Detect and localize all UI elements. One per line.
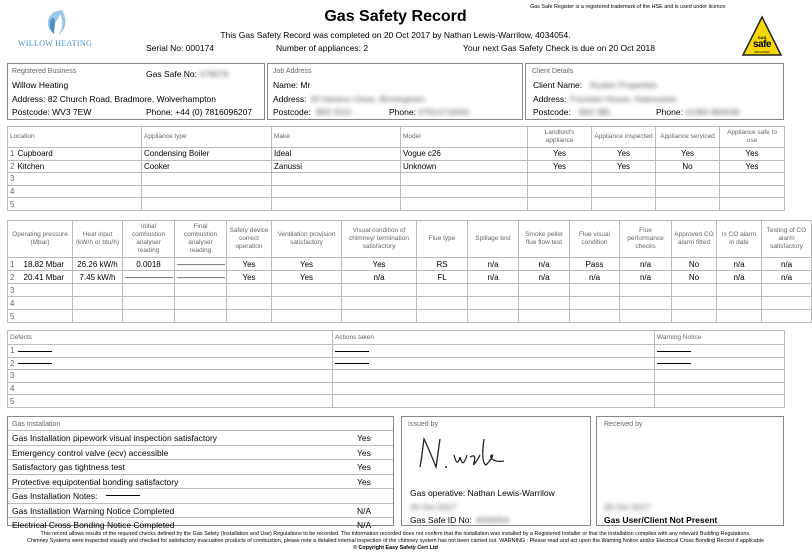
table-row [8, 395, 785, 408]
cell-appliance-type: Condensing Boiler [142, 148, 272, 161]
cell-ventilation: Yes [272, 271, 342, 284]
client-address-value: Fountain House, Halesowen [570, 94, 677, 104]
client-address-label: Address: [533, 94, 567, 104]
inspection-header-row [8, 221, 812, 258]
footer-line-2: Chimney Systems were inspected visually and checked for satisfactory evacuation products of combustion, please note a detailed internal inspection of the chimney system has not been carried out. WARNING : Please read and act upon the Warning Notice and/or Electrical Cross Bonding Record if applicable [26, 538, 764, 544]
cell-model: Unknown [401, 160, 528, 173]
table-row [8, 160, 785, 173]
empty-cell [717, 297, 762, 310]
job-address-box [267, 63, 523, 120]
notes-blank-line [106, 495, 140, 496]
cell-serviced: No [656, 160, 720, 173]
empty-cell [519, 284, 570, 297]
empty-cell [16, 297, 73, 310]
table-row [8, 284, 812, 297]
cell-co-testing: n/a [762, 271, 812, 284]
empty-cell [227, 284, 272, 297]
client-phone-value: 01384 884036 [685, 107, 740, 117]
cell-ventilation: Yes [272, 258, 342, 271]
list-item [8, 459, 393, 474]
action-cell [333, 382, 655, 395]
table-row [8, 297, 812, 310]
job-phone-label: Phone: [389, 107, 416, 117]
empty-cell [620, 284, 672, 297]
defects-header-row [8, 331, 785, 345]
cell-inspected: Yes [592, 148, 656, 161]
col-actions-taken: Actions taken [333, 331, 655, 345]
cell-final-combustion: —————— [175, 271, 227, 284]
cell-appliance-type [142, 173, 272, 186]
signature-icon [414, 433, 534, 473]
list-item [8, 488, 393, 503]
cell-co-testing: n/a [762, 258, 812, 271]
gas-installation-list [8, 430, 393, 532]
warning-cell [655, 357, 785, 370]
action-cell [333, 345, 655, 358]
item-value: N/A [357, 520, 372, 530]
job-postcode-value: B63 3GG [316, 107, 352, 117]
job-name: Name: Mr [273, 80, 311, 90]
cell-chimney: n/a [342, 271, 417, 284]
job-section-label: Job Address [273, 68, 312, 75]
blank-line [18, 351, 52, 352]
table-row [8, 345, 785, 358]
warning-cell [655, 382, 785, 395]
table-row [8, 271, 812, 284]
empty-cell [123, 284, 175, 297]
warning-cell [655, 345, 785, 358]
col-co-alarm-fitted: Approved CO alarm fitted [672, 221, 717, 258]
gas-safe-badge [742, 16, 782, 56]
empty-cell [717, 284, 762, 297]
next-check-date: Your next Gas Safety Check is due on 20 Oct 2018 [463, 43, 655, 53]
cell-landlords [528, 198, 592, 211]
row-number: 3 [8, 173, 16, 186]
col-operating-pressure: Operating pressure (Mbar) [8, 221, 73, 258]
badge-bottom-text: REGISTER [754, 50, 770, 54]
cell-safe: Yes [720, 148, 785, 161]
cell-safety-device: Yes [227, 271, 272, 284]
col-defects: Defects [8, 331, 333, 345]
cell-pressure: 18.82 Mbar [16, 258, 73, 271]
cell-location: Cupboard [16, 148, 142, 161]
client-details-box [525, 63, 784, 120]
appliance-count: Number of appliances: 2 [276, 43, 369, 53]
cell-make [272, 185, 401, 198]
empty-cell [272, 310, 342, 323]
item-label: Gas Installation Notes: [12, 491, 98, 501]
issued-by-box [401, 416, 591, 526]
col-safety-device: Safety device correct operation [227, 221, 272, 258]
blank-line [335, 351, 369, 352]
empty-cell [519, 297, 570, 310]
business-phone: Phone: +44 (0) 7816096207 [146, 107, 253, 117]
empty-cell [672, 310, 717, 323]
client-section-label: Client Details [532, 68, 574, 75]
table-row [8, 185, 785, 198]
cell-flue-performance: n/a [620, 271, 672, 284]
cell-spillage: n/a [468, 258, 519, 271]
business-address: Address: 82 Church Road, Bradmore, Wolverhampton [12, 94, 216, 104]
col-model: Model [401, 127, 528, 148]
cell-model [401, 185, 528, 198]
row-number: 2 [8, 357, 16, 370]
received-date: 20 Oct 2017 [604, 502, 651, 512]
empty-cell [519, 310, 570, 323]
item-value: Yes [357, 462, 371, 472]
job-address-label: Address: [273, 94, 307, 104]
client-phone-label: Phone: [656, 107, 683, 117]
col-ventilation: Ventilation provision satisfactory [272, 221, 342, 258]
cell-spillage: n/a [468, 271, 519, 284]
cell-make: Ideal [272, 148, 401, 161]
cell-flue-visual: n/a [570, 271, 620, 284]
cell-serviced [656, 198, 720, 211]
col-location: Location [8, 127, 142, 148]
warning-cell [655, 395, 785, 408]
empty-cell [620, 297, 672, 310]
cell-heat-input: 7.45 kW/h [73, 271, 123, 284]
appliance-header-row [8, 127, 785, 148]
table-row [8, 148, 785, 161]
empty-cell [123, 310, 175, 323]
table-row [8, 382, 785, 395]
cell-model [401, 173, 528, 186]
action-cell [333, 370, 655, 383]
empty-cell [73, 297, 123, 310]
empty-cell [717, 310, 762, 323]
gas-installation-label: Gas Installation [12, 421, 61, 428]
cell-safety-device: Yes [227, 258, 272, 271]
col-inspected: Appliance inspected [592, 127, 656, 148]
trademark-note: Gas Safe Register is a registered trademark of the HSE and is used under licence [530, 4, 726, 10]
cell-inspected [592, 185, 656, 198]
cell-pressure: 20.41 Mbar [16, 271, 73, 284]
empty-cell [175, 310, 227, 323]
cell-location [16, 173, 142, 186]
cell-initial-combustion: —————— [123, 271, 175, 284]
empty-cell [762, 297, 812, 310]
item-label: Gas Installation pipework visual inspection satisfactory [12, 433, 218, 443]
row-number: 4 [8, 382, 16, 395]
page-title: Gas Safety Record [324, 8, 467, 25]
col-flue-visual: Flue visual condition [570, 221, 620, 258]
empty-cell [123, 297, 175, 310]
empty-cell [227, 297, 272, 310]
cell-model [401, 198, 528, 211]
item-label: Electrical Cross Bonding Notice Completed [12, 520, 175, 530]
cell-smoke-pellet: n/a [519, 258, 570, 271]
empty-cell [672, 284, 717, 297]
action-cell [333, 395, 655, 408]
cell-safe [720, 198, 785, 211]
business-section-label: Registered Business [12, 68, 77, 75]
row-number: 5 [8, 310, 16, 323]
client-postcode-label: Postcode: [533, 107, 571, 117]
col-co-alarm-in-date: Is CO alarm in date [717, 221, 762, 258]
footer-note [0, 531, 791, 552]
cell-landlords [528, 173, 592, 186]
list-item [8, 445, 393, 460]
empty-cell [468, 284, 519, 297]
cell-make: Zanussi [272, 160, 401, 173]
empty-cell [272, 297, 342, 310]
col-make: Make [272, 127, 401, 148]
col-smoke-pellet: Smoke pellet flue flow test [519, 221, 570, 258]
business-name: Willow Heating [12, 80, 69, 90]
item-label: Satisfactory gas tightness test [12, 462, 125, 472]
cell-make [272, 173, 401, 186]
cell-location [16, 198, 142, 211]
empty-cell [417, 310, 468, 323]
empty-cell [227, 310, 272, 323]
empty-cell [342, 297, 417, 310]
empty-cell [762, 284, 812, 297]
item-label: Protective equipotential bonding satisfactory [12, 476, 179, 487]
gas-installation-box [7, 416, 394, 530]
cell-make [272, 198, 401, 211]
cell-co-fitted: No [672, 258, 717, 271]
issued-by-label: Issued by [408, 421, 438, 428]
empty-cell [272, 284, 342, 297]
row-number: 2 [8, 271, 16, 284]
cell-inspected [592, 173, 656, 186]
cell-flue-visual: Pass [570, 258, 620, 271]
table-row [8, 198, 785, 211]
row-number: 2 [8, 160, 16, 173]
empty-cell [175, 297, 227, 310]
col-chimney-condition: Visual condition of chimney/ termination satisfactory [342, 221, 417, 258]
cell-safe: Yes [720, 160, 785, 173]
received-by-label: Received by [604, 421, 643, 428]
cell-chimney: Yes [342, 258, 417, 271]
cell-serviced [656, 185, 720, 198]
table-row [8, 173, 785, 186]
cell-safe [720, 185, 785, 198]
client-name-label: Client Name: [533, 80, 583, 90]
col-serviced: Appliance serviced [656, 127, 720, 148]
empty-cell [417, 284, 468, 297]
cell-appliance-type: Cooker [142, 160, 272, 173]
cell-landlords [528, 185, 592, 198]
item-value: Yes [357, 447, 371, 458]
action-cell [333, 357, 655, 370]
table-row [8, 258, 812, 271]
cell-flue-type: RS [417, 258, 468, 271]
item-label: Emergency control valve (ecv) accessible [12, 447, 169, 458]
blank-line [335, 363, 369, 364]
cell-location: Kitchen [16, 160, 142, 173]
badge-main-text: safe [752, 39, 771, 50]
cell-co-in-date: n/a [717, 258, 762, 271]
col-heat-input: Heat input (kW/h or btu/h) [73, 221, 123, 258]
blank-line [657, 363, 691, 364]
badge-top-text: GAS [757, 35, 767, 40]
received-by-box [596, 416, 784, 526]
cell-inspected: Yes [592, 160, 656, 173]
defect-cell [16, 370, 333, 383]
issued-operative: Gas operative: Nathan Lewis-Warrilow [410, 488, 555, 498]
row-number: 4 [8, 297, 16, 310]
client-postcode-value: B63 3BL [579, 107, 612, 117]
cell-flue-type: FL [417, 271, 468, 284]
empty-cell [468, 297, 519, 310]
cell-appliance-type [142, 198, 272, 211]
issued-id-label: Gas Safe ID No: [410, 515, 472, 525]
cell-model: Vogue c26 [401, 148, 528, 161]
row-number: 3 [8, 370, 16, 383]
empty-cell [762, 310, 812, 323]
item-value: N/A [357, 505, 372, 516]
cell-serviced: Yes [656, 148, 720, 161]
cell-co-in-date: n/a [717, 271, 762, 284]
empty-cell [570, 297, 620, 310]
registered-business-box [7, 63, 265, 120]
cell-inspected [592, 198, 656, 211]
issued-date: 20 Oct 2017 [410, 502, 457, 512]
empty-cell [73, 284, 123, 297]
row-number: 5 [8, 198, 16, 211]
cell-landlords: Yes [528, 160, 592, 173]
table-row [8, 310, 812, 323]
list-item [8, 503, 393, 518]
row-number: 4 [8, 185, 16, 198]
col-final-combustion: Final combustion analyser reading [175, 221, 227, 258]
list-item [8, 430, 393, 445]
job-postcode-label: Postcode: [273, 107, 311, 117]
cell-final-combustion: —————— [175, 258, 227, 271]
job-phone-value: 07814718341 [418, 107, 471, 117]
client-name-value: Ruskin Properties [590, 80, 658, 90]
row-number: 5 [8, 395, 16, 408]
issued-id-value: 4034054 [476, 515, 510, 525]
defect-cell [16, 395, 333, 408]
empty-cell [16, 284, 73, 297]
cell-smoke-pellet: n/a [519, 271, 570, 284]
cell-safe [720, 173, 785, 186]
blank-line [18, 363, 52, 364]
empty-cell [342, 310, 417, 323]
empty-cell [672, 297, 717, 310]
col-safe-to-use: Appliance safe to use [720, 127, 785, 148]
col-warning-notice: Warning Notice [655, 331, 785, 345]
col-flue-type: Flue type [417, 221, 468, 258]
cell-initial-combustion: 0.0018 [123, 258, 175, 271]
empty-cell [175, 284, 227, 297]
appliance-table [7, 126, 785, 211]
item-value: Yes [357, 476, 371, 487]
cell-serviced [656, 173, 720, 186]
received-status: Gas User/Client Not Present [604, 515, 718, 525]
cell-heat-input: 26.26 kW/h [73, 258, 123, 271]
business-gas-safe-value: 578079 [200, 69, 229, 79]
footer-line-3: © Copyright Easy Safety Cert Ltd [353, 545, 438, 551]
col-appliance-type: Appliance type [142, 127, 272, 148]
empty-cell [16, 310, 73, 323]
row-number: 3 [8, 284, 16, 297]
table-row [8, 357, 785, 370]
cell-landlords: Yes [528, 148, 592, 161]
item-value: Yes [357, 433, 371, 443]
defect-cell [16, 382, 333, 395]
defect-cell [16, 357, 333, 370]
job-address-value: 20 Havens Close, Birmingham [310, 94, 425, 104]
logo-text: WILLOW HEATING [18, 39, 93, 48]
business-gas-safe-label: Gas Safe No: [146, 69, 198, 79]
item-label: Gas Installation Warning Notice Completed [12, 505, 175, 516]
col-co-alarm-testing: Testing of CO alarm satisfactory [762, 221, 812, 258]
empty-cell [417, 297, 468, 310]
col-flue-performance: Flue performance checks [620, 221, 672, 258]
inspection-table [7, 220, 812, 323]
business-postcode: Postcode: WV3 7EW [12, 107, 92, 117]
cell-appliance-type [142, 185, 272, 198]
empty-cell [342, 284, 417, 297]
cell-co-fitted: No [672, 271, 717, 284]
defects-table [7, 330, 785, 408]
table-row [8, 370, 785, 383]
row-number: 1 [8, 258, 16, 271]
defect-cell [16, 345, 333, 358]
list-item [8, 474, 393, 489]
col-initial-combustion: Initial combustion analyser reading [123, 221, 175, 258]
empty-cell [570, 284, 620, 297]
footer-line-1: This record allows results of the required checks defined by the Gas Safety (Installation and Use) Regulations to be recorded. The information recorded does not confirm that the installation was installed by a Registered Installer or that the installation complies with any relevant Building Regulations. [40, 531, 751, 537]
warning-cell [655, 370, 785, 383]
empty-cell [468, 310, 519, 323]
col-spillage-test: Spillage test [468, 221, 519, 258]
row-number: 1 [8, 148, 16, 161]
cell-flue-performance: n/a [620, 258, 672, 271]
row-number: 1 [8, 345, 16, 358]
serial-number: Serial No: 000174 [146, 43, 215, 53]
col-landlords-appliance: Landlord's appliance [528, 127, 592, 148]
completed-line: This Gas Safety Record was completed on 20 Oct 2017 by Nathan Lewis-Warrilow, 4034054. [220, 30, 571, 40]
empty-cell [570, 310, 620, 323]
blank-line [657, 351, 691, 352]
cell-location [16, 185, 142, 198]
list-item [8, 517, 393, 532]
empty-cell [620, 310, 672, 323]
empty-cell [73, 310, 123, 323]
